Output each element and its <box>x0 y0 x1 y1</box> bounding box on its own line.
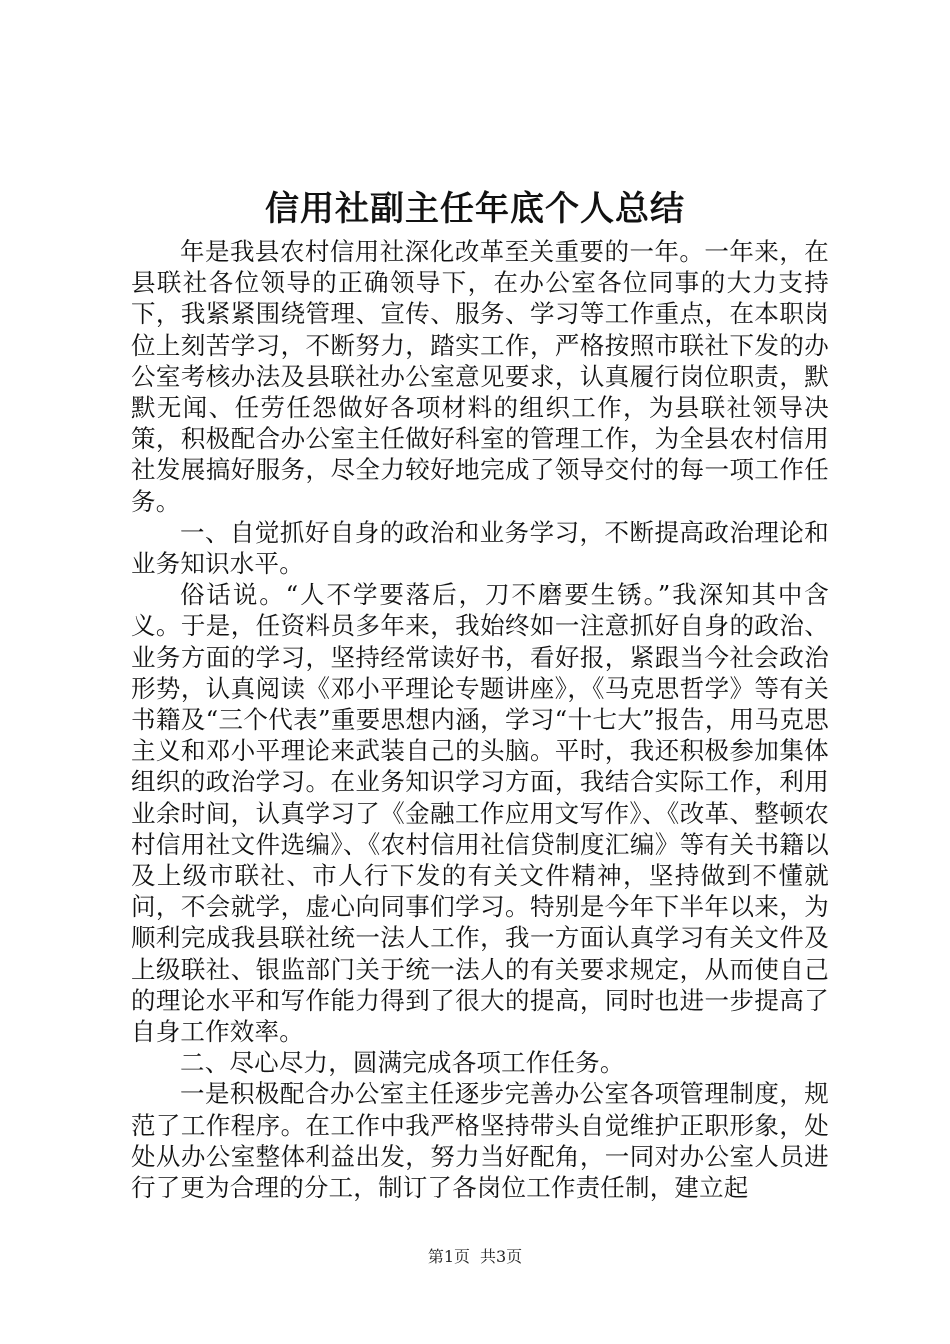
paragraph-tasks: 一是积极配合办公室主任逐步完善办公室各项管理制度，规范了工作程序。在工作中我严格坚持带头自觉维护正职形象，处处从办公室整体利益出发，努力当好配角，一同对办公室人员进行了更为合理的分工，制订了各岗位工作责任制，建立起 <box>131 1079 829 1203</box>
paragraph-section-heading-1: 一、自觉抓好自身的政治和业务学习，不断提高政治理论和业务知识水平。 <box>131 517 829 579</box>
page-footer <box>0 1246 950 1268</box>
page-number: 第1页 <box>427 1247 470 1266</box>
document-title: 信用社副主任年底个人总结 <box>265 189 685 229</box>
paragraph-section-heading-2: 二、尽心尽力，圆满完成各项工作任务。 <box>180 1048 625 1078</box>
document-body <box>131 236 829 1203</box>
paragraph-study: 俗话说。“人不学要落后，刀不磨要生锈。”我深知其中含义。于是，任资料员多年来，我始终如一注意抓好自身的政治、业务方面的学习，坚持经常读好书，看好报，紧跟当今社会政治形势，认真阅读《邓小平理论专题讲座》，《马克思哲学》等有关书籍及“三个代表”重要思想内涵，学习“十七大”报告，用马克思主义和邓小平理论来武装自己的头脑。平时，我还积极参加集体组织的政治学习。在业务知识学习方面，我结合实际工作，利用业余时间，认真学习了《金融工作应用文写作》、《改革、整顿农村信用社文件选编》、《农村信用社信贷制度汇编》等有关书籍以及上级市联社、市人行下发的有关文件精神，坚持做到不懂就问，不会就学，虚心向同事们学习。特别是今年下半年以来，为顺利完成我县联社统一法人工作，我一方面认真学习有关文件及上级联社、银监部门关于统一法人的有关要求规定，从而使自己的理论水平和写作能力得到了很大的提高，同时也进一步提高了自身工作效率。 <box>131 580 829 1047</box>
paragraph-intro: 年是我县农村信用社深化改革至关重要的一年。一年来，在县联社各位领导的正确领导下，在办公室各位同事的大力支持下，我紧紧围绕管理、宣传、服务、学习等工作重点，在本职岗位上刻苦学习，不断努力，踏实工作，严格按照市联社下发的办公室考核办法及县联社办公室意见要求，认真履行岗位职责，默默无闻、任劳任怨做好各项材料的组织工作，为县联社领导决策，积极配合办公室主任做好科室的管理工作，为全县农村信用社发展搞好服务，尽全力较好地完成了领导交付的每一项工作任务。 <box>131 237 829 516</box>
page-total: 共3页 <box>480 1247 523 1266</box>
